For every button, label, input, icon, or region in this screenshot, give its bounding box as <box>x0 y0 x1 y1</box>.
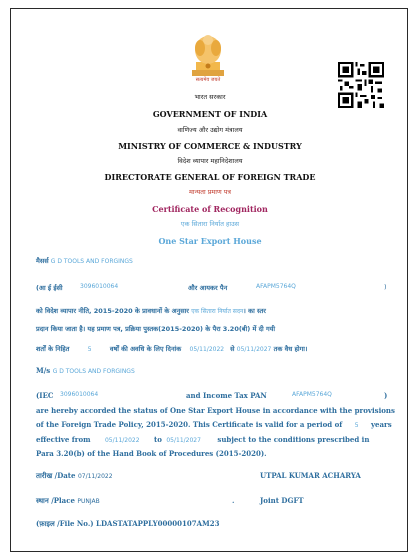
emblem-motto: सत्यमेव जयते <box>195 77 221 83</box>
pan-label-hindi: और आयकर पैन <box>188 284 228 292</box>
pan-value-english: AFAPM5764Q <box>292 391 332 398</box>
effective-line-english: effective from 05/11/2022 to 05/11/2027 subject to the conditions prescribed in <box>36 435 370 444</box>
ministry-english: MINISTRY OF COMMERCE & INDUSTRY <box>118 141 302 151</box>
gov-english: GOVERNMENT OF INDIA <box>152 109 268 119</box>
dg-english: DIRECTORATE GENERAL OF FOREIGN TRADE <box>104 172 316 182</box>
certificate-title-english: Certificate of Recognition <box>152 204 268 214</box>
firm-line-english: M/s G D TOOLS AND FORGINGS <box>36 366 135 375</box>
signatory-designation: Joint DGFT <box>260 496 304 505</box>
date-line: तारीख /Date 07/11/2022 <box>36 471 113 480</box>
ministry-hindi: वाणिज्य और उद्योग मंत्रालय <box>177 126 243 134</box>
status-line-english: are hereby accorded the status of One Star Export House in accordance with the provisions <box>36 406 395 415</box>
iec-label-english: (IEC <box>36 391 54 400</box>
file-number-line: (फ़ाइल /File No.) LDASTATAPPLY00000107AM23 <box>36 519 220 528</box>
paren-english: ) <box>384 391 388 400</box>
national-emblem-icon <box>186 30 230 78</box>
iec-value-hindi: 3096010064 <box>80 283 119 290</box>
pan-label-english: and Income Tax PAN <box>186 391 267 400</box>
place-line: स्थान /Place PUNJAB <box>36 496 100 505</box>
status-hindi: एक सितारा निर्यात हाउस <box>180 220 240 228</box>
validity-line-hindi: शर्तों के निहित 5 वर्षों की अवधि के लिए दिनांक 05/11/2022 से 05/11/2027 तक वैध होगा। <box>36 345 308 353</box>
handbook-line-english: Para 3.20(b) of the Hand Book of Procedures (2015-2020). <box>36 449 267 458</box>
status-english: One Star Export House <box>158 236 262 246</box>
handbook-line-hindi: प्रदान किया जाता है। यह प्रमाण पत्र, प्रक्रिया पुस्तक(2015-2020) के पैरा 3.20(बी) में दी गयी <box>36 325 276 333</box>
gov-hindi: भारत सरकार <box>194 93 226 101</box>
separator-dot: . <box>232 496 235 505</box>
dg-hindi: विदेश व्यापार महानिदेशालय <box>177 157 243 165</box>
iec-value-english: 3096010064 <box>60 391 99 398</box>
signatory-name: UTPAL KUMAR ACHARYA <box>260 471 361 480</box>
certificate-title-hindi: मान्यता प्रमाण पत्र <box>188 188 232 196</box>
policy-line-hindi: को विदेश व्यापार नीति, 2015-2020 के प्रावधानों के अनुसार एक सितारा निर्यात सदन। का स्तर <box>36 307 266 315</box>
policy-line-english: of the Foreign Trade Policy, 2015-2020. This Certificate is valid for a period of 5 years <box>36 420 392 429</box>
iec-line-hindi: (आ ई ईसी <box>36 284 63 292</box>
pan-value-hindi: AFAPM5764Q <box>256 283 296 290</box>
qr-code-icon <box>338 62 384 108</box>
paren-hindi: ) <box>384 283 387 291</box>
firm-line-hindi: मैसर्स G D TOOLS AND FORGINGS <box>36 257 133 265</box>
